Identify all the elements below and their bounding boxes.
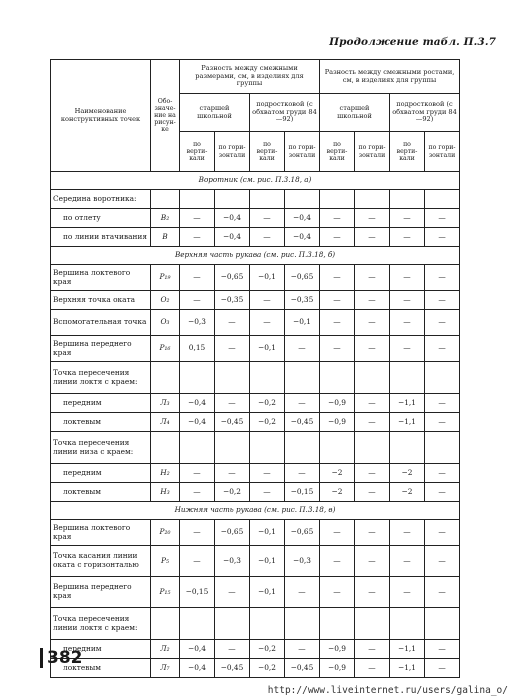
point-name: Вершина переднего края — [51, 336, 151, 362]
point-name: Вершина локтевого края — [51, 265, 151, 291]
continuation-caption: Продолжение табл. П.3.7 — [329, 36, 496, 48]
value-cell: −0,9 — [320, 413, 355, 432]
value-cell: — — [355, 291, 390, 310]
value-cell: −0,9 — [320, 394, 355, 413]
point-symbol: B₂ — [151, 209, 180, 228]
header-horizontal: по гори-зонтали — [355, 132, 390, 172]
value-cell: — — [285, 336, 320, 362]
table-row — [51, 464, 460, 483]
point-name: Середина воротника: — [51, 190, 151, 209]
value-cell: −0,1 — [250, 265, 285, 291]
value-cell — [390, 608, 425, 640]
point-symbol: B — [151, 228, 180, 247]
value-cell: −1,1 — [390, 413, 425, 432]
value-cell: −1,1 — [390, 659, 425, 678]
value-cell — [285, 362, 320, 394]
table-row — [51, 336, 460, 362]
point-symbol: H₂ — [151, 464, 180, 483]
value-cell: — — [355, 483, 390, 502]
table-row — [51, 413, 460, 432]
value-cell: — — [390, 577, 425, 608]
value-cell: — — [425, 659, 460, 678]
value-cell: — — [390, 291, 425, 310]
table-row — [51, 362, 460, 394]
value-cell: — — [390, 336, 425, 362]
value-cell — [180, 608, 215, 640]
value-cell: −0,65 — [215, 265, 250, 291]
header-horizontal: по гори-зонтали — [425, 132, 460, 172]
point-name: локтевым — [51, 483, 151, 502]
value-cell — [180, 362, 215, 394]
value-cell: −0,45 — [285, 659, 320, 678]
table-row — [51, 432, 460, 464]
point-name: Точка пересечения линии локтя с краем: — [51, 362, 151, 394]
value-cell: — — [180, 265, 215, 291]
value-cell: — — [355, 394, 390, 413]
value-cell — [285, 608, 320, 640]
value-cell: — — [355, 209, 390, 228]
point-symbol: P₅ — [151, 546, 180, 577]
value-cell — [320, 432, 355, 464]
value-cell: — — [390, 265, 425, 291]
value-cell: −0,2 — [215, 483, 250, 502]
point-name: локтевым — [51, 659, 151, 678]
point-symbol: P₁₅ — [151, 577, 180, 608]
value-cell — [390, 362, 425, 394]
value-cell: −0,3 — [180, 310, 215, 336]
table-row — [51, 659, 460, 678]
point-symbol: P₁₆ — [151, 336, 180, 362]
value-cell — [285, 190, 320, 209]
value-cell: −0,4 — [180, 640, 215, 659]
point-name: по отлету — [51, 209, 151, 228]
value-cell — [355, 432, 390, 464]
value-cell: — — [355, 577, 390, 608]
value-cell: — — [285, 394, 320, 413]
value-cell: −0,9 — [320, 659, 355, 678]
value-cell: 0,15 — [180, 336, 215, 362]
value-cell: — — [390, 209, 425, 228]
table-row — [51, 265, 460, 291]
value-cell — [250, 432, 285, 464]
point-name: Вершина локтевого края — [51, 520, 151, 546]
point-name: Вспомогательная точка — [51, 310, 151, 336]
value-cell: — — [320, 291, 355, 310]
point-symbol: Л₂ — [151, 640, 180, 659]
value-cell: −0,1 — [285, 310, 320, 336]
value-cell — [250, 608, 285, 640]
value-cell: — — [355, 464, 390, 483]
value-cell: — — [180, 520, 215, 546]
value-cell: — — [425, 394, 460, 413]
page-number-bar — [40, 648, 43, 668]
value-cell — [215, 190, 250, 209]
point-name: локтевым — [51, 413, 151, 432]
table-row — [51, 577, 460, 608]
value-cell: — — [425, 640, 460, 659]
value-cell: — — [215, 577, 250, 608]
value-cell: — — [215, 464, 250, 483]
point-name: Вершина переднего края — [51, 577, 151, 608]
value-cell: — — [320, 336, 355, 362]
table-row — [51, 291, 460, 310]
value-cell: −0,4 — [215, 209, 250, 228]
point-symbol: O₂ — [151, 291, 180, 310]
value-cell — [180, 190, 215, 209]
section-title: Воротник (см. рис. П.3.18, а) — [51, 172, 460, 190]
value-cell: — — [285, 577, 320, 608]
point-symbol — [151, 190, 180, 209]
header-teen-2: подростковой (с обхватом груди 84—92) — [390, 94, 460, 132]
header-teen-1: подростковой (с обхватом груди 84—92) — [250, 94, 320, 132]
point-name: передним — [51, 394, 151, 413]
value-cell: — — [390, 520, 425, 546]
value-cell — [250, 362, 285, 394]
value-cell — [215, 362, 250, 394]
value-cell — [355, 608, 390, 640]
value-cell: — — [390, 228, 425, 247]
value-cell — [425, 362, 460, 394]
table-header — [51, 60, 460, 172]
value-cell: — — [425, 209, 460, 228]
point-symbol: P₂₀ — [151, 520, 180, 546]
value-cell: — — [425, 228, 460, 247]
value-cell: — — [425, 520, 460, 546]
value-cell: −0,4 — [180, 659, 215, 678]
value-cell: — — [425, 546, 460, 577]
value-cell: −0,2 — [250, 413, 285, 432]
value-cell: −0,15 — [285, 483, 320, 502]
table-row — [51, 209, 460, 228]
value-cell: −0,65 — [285, 520, 320, 546]
value-cell: — — [390, 546, 425, 577]
value-cell: — — [215, 640, 250, 659]
header-horizontal: по гори-зонтали — [215, 132, 250, 172]
value-cell: — — [215, 310, 250, 336]
value-cell: −0,1 — [250, 520, 285, 546]
header-vertical: по верти-кали — [180, 132, 215, 172]
point-name: Верхняя точка оката — [51, 291, 151, 310]
value-cell — [425, 608, 460, 640]
value-cell: −0,9 — [320, 640, 355, 659]
value-cell: — — [390, 310, 425, 336]
header-horizontal: по гори-зонтали — [285, 132, 320, 172]
point-name: Точка пересечения линии низа с краем: — [51, 432, 151, 464]
header-vertical: по верти-кали — [250, 132, 285, 172]
point-symbol — [151, 432, 180, 464]
header-symbol: Обо-значе-ние на рисун-ке — [151, 60, 180, 172]
value-cell — [390, 432, 425, 464]
section-title: Нижняя часть рукава (см. рис. П.3.18, в) — [51, 502, 460, 520]
point-name: по линии втачивания — [51, 228, 151, 247]
value-cell: −0,3 — [215, 546, 250, 577]
value-cell: — — [425, 310, 460, 336]
value-cell: — — [320, 209, 355, 228]
value-cell: −0,1 — [250, 577, 285, 608]
header-vertical: по верти-кали — [390, 132, 425, 172]
value-cell: — — [355, 659, 390, 678]
value-cell: — — [355, 520, 390, 546]
point-name: передним — [51, 464, 151, 483]
value-cell: — — [250, 483, 285, 502]
table-row — [51, 640, 460, 659]
value-cell: −0,2 — [250, 640, 285, 659]
header-vertical: по верти-кали — [320, 132, 355, 172]
value-cell: — — [180, 464, 215, 483]
value-cell: −2 — [320, 483, 355, 502]
value-cell: — — [355, 413, 390, 432]
point-symbol: Л₃ — [151, 394, 180, 413]
value-cell: −0,2 — [250, 394, 285, 413]
value-cell — [215, 432, 250, 464]
value-cell: — — [320, 228, 355, 247]
value-cell: −1,1 — [390, 640, 425, 659]
value-cell: — — [320, 546, 355, 577]
value-cell: — — [250, 228, 285, 247]
value-cell: −0,45 — [215, 413, 250, 432]
value-cell: — — [180, 483, 215, 502]
value-cell — [320, 362, 355, 394]
value-cell: — — [180, 209, 215, 228]
value-cell — [250, 190, 285, 209]
point-name: Точка пересечения линии локтя с краем: — [51, 608, 151, 640]
value-cell — [320, 608, 355, 640]
point-symbol: Л₇ — [151, 659, 180, 678]
value-cell: — — [425, 577, 460, 608]
value-cell: — — [180, 228, 215, 247]
table-row — [51, 483, 460, 502]
header-point-name: Наименование конструктивных точек — [51, 60, 151, 172]
value-cell: −0,45 — [285, 413, 320, 432]
data-table — [50, 59, 460, 678]
value-cell: — — [425, 265, 460, 291]
value-cell: −0,35 — [215, 291, 250, 310]
value-cell — [355, 190, 390, 209]
value-cell: −0,65 — [215, 520, 250, 546]
value-cell: — — [425, 413, 460, 432]
value-cell: — — [425, 483, 460, 502]
value-cell: −0,3 — [285, 546, 320, 577]
value-cell: −0,35 — [285, 291, 320, 310]
value-cell: — — [215, 394, 250, 413]
value-cell — [425, 190, 460, 209]
value-cell: −0,65 — [285, 265, 320, 291]
value-cell — [355, 362, 390, 394]
point-symbol: O₃ — [151, 310, 180, 336]
value-cell: −0,45 — [215, 659, 250, 678]
point-symbol: Л₄ — [151, 413, 180, 432]
value-cell: — — [215, 336, 250, 362]
page-number: 382 — [47, 648, 83, 668]
value-cell: −2 — [320, 464, 355, 483]
table-row — [51, 608, 460, 640]
watermark-url: http://www.liveinternet.ru/users/galina_o/ — [267, 685, 508, 696]
header-senior-2: старшей школьной — [320, 94, 390, 132]
table-row — [51, 520, 460, 546]
value-cell: −0,4 — [285, 228, 320, 247]
value-cell: — — [285, 464, 320, 483]
value-cell: — — [320, 577, 355, 608]
value-cell: — — [425, 291, 460, 310]
value-cell: −0,4 — [215, 228, 250, 247]
value-cell: — — [285, 640, 320, 659]
value-cell — [425, 432, 460, 464]
value-cell: −1,1 — [390, 394, 425, 413]
table-row — [51, 190, 460, 209]
value-cell: −0,2 — [250, 659, 285, 678]
value-cell: — — [250, 291, 285, 310]
value-cell: — — [320, 265, 355, 291]
point-symbol: P₁₉ — [151, 265, 180, 291]
header-senior-1: старшей школьной — [180, 94, 250, 132]
value-cell — [285, 432, 320, 464]
value-cell: — — [355, 336, 390, 362]
value-cell: −0,4 — [285, 209, 320, 228]
value-cell: — — [250, 209, 285, 228]
table-body — [51, 172, 460, 678]
value-cell — [390, 190, 425, 209]
header-group-sizes: Разность между смежными размерами, см, в изделиях для группы — [180, 60, 320, 94]
point-symbol — [151, 608, 180, 640]
point-name: Точка касания линии оката с горизонталью — [51, 546, 151, 577]
table-row — [51, 394, 460, 413]
value-cell: −0,4 — [180, 413, 215, 432]
value-cell: −2 — [390, 464, 425, 483]
value-cell: — — [355, 546, 390, 577]
header-group-heights: Разность между смежными ростами, см, в изделиях для группы — [320, 60, 460, 94]
value-cell: — — [250, 464, 285, 483]
value-cell: −0,1 — [250, 336, 285, 362]
value-cell: — — [425, 336, 460, 362]
value-cell: — — [355, 228, 390, 247]
point-symbol — [151, 362, 180, 394]
table-row — [51, 228, 460, 247]
point-symbol: H₃ — [151, 483, 180, 502]
value-cell: — — [355, 640, 390, 659]
value-cell: — — [320, 520, 355, 546]
table-row — [51, 546, 460, 577]
value-cell: −0,15 — [180, 577, 215, 608]
table-row — [51, 310, 460, 336]
point-name: передним — [51, 640, 151, 659]
value-cell — [180, 432, 215, 464]
value-cell: — — [425, 464, 460, 483]
value-cell: — — [180, 291, 215, 310]
value-cell: −0,1 — [250, 546, 285, 577]
value-cell: — — [320, 310, 355, 336]
value-cell: −0,4 — [180, 394, 215, 413]
value-cell: — — [180, 546, 215, 577]
value-cell — [320, 190, 355, 209]
value-cell: −2 — [390, 483, 425, 502]
section-title: Верхняя часть рукава (см. рис. П.3.18, б) — [51, 247, 460, 265]
value-cell: — — [250, 310, 285, 336]
value-cell: — — [355, 310, 390, 336]
value-cell: — — [355, 265, 390, 291]
value-cell — [215, 608, 250, 640]
